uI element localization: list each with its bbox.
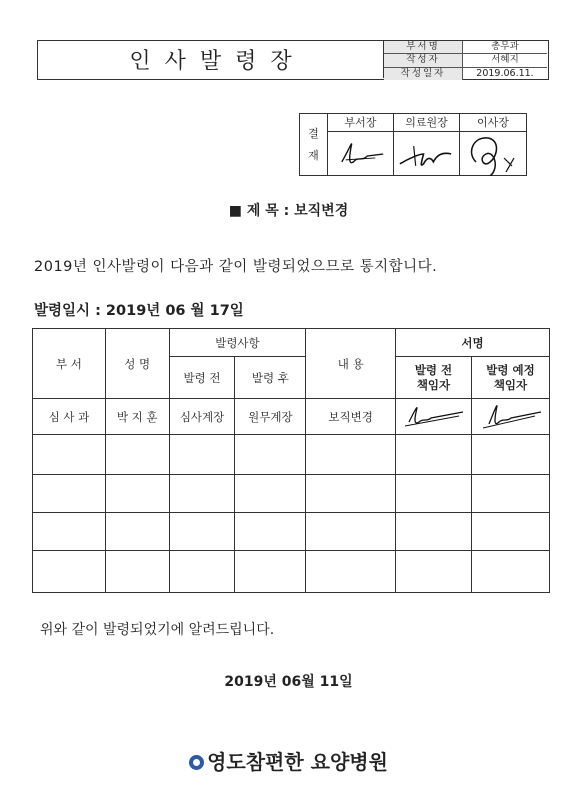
- header-name: 성 명: [105, 329, 169, 399]
- header-row-date: [384, 68, 547, 80]
- approval-label-bottom: 재: [308, 148, 319, 162]
- effective-date: 발령일시 : 2019년 06 월 17일: [34, 303, 244, 319]
- header-key: 부서명: [384, 41, 463, 53]
- signature-dept-head: [328, 132, 393, 176]
- cell-sign-before: [396, 399, 472, 435]
- organization-name: [0, 746, 577, 775]
- issue-date: 2019년 06월 11일: [224, 674, 353, 690]
- header-value: 2019.06.11.: [476, 67, 534, 79]
- header-info-grid: [384, 41, 547, 78]
- approval-col-header: 부서장: [328, 114, 393, 132]
- cell-dept: 심 사 과: [33, 399, 106, 435]
- subject-line: ■ 제 목 : 보직변경: [228, 203, 349, 219]
- notice-text: 2019년 인사발령이 다음과 같이 발령되었으므로 통지합니다.: [34, 259, 438, 275]
- header-sign-before: 발령 전 책임자: [396, 357, 472, 399]
- approval-col-dept-head: [328, 114, 394, 175]
- signature-before: [399, 400, 469, 430]
- header-sign-after: 발령 예정 책임자: [471, 357, 549, 399]
- header-value: 서혜지: [491, 54, 519, 66]
- header-after: 발령 후: [235, 357, 306, 399]
- closing-text: 위와 같이 발령되었기에 알려드립니다.: [40, 622, 275, 638]
- header-sign: 서명: [396, 329, 550, 357]
- table-row: [33, 435, 550, 475]
- document-title: 인사발령장: [38, 41, 384, 78]
- approval-box: [299, 113, 527, 176]
- approval-label: [300, 114, 328, 175]
- header-order: 발령사항: [169, 329, 306, 357]
- table-row: [33, 399, 550, 435]
- signature-director: [394, 132, 459, 176]
- table-row: [33, 475, 550, 513]
- header-dept: 부 서: [33, 329, 106, 399]
- table-row: [33, 551, 550, 593]
- header-before: 발령 전: [169, 357, 235, 399]
- cell-name: 박 지 훈: [105, 399, 169, 435]
- approval-col-chairman: [460, 114, 526, 175]
- signature-chairman: [460, 132, 526, 176]
- cell-after: 원무계장: [235, 399, 306, 435]
- header-row-author: [384, 54, 547, 67]
- hospital-logo-icon: [189, 755, 204, 770]
- header-key: 작성자: [384, 54, 463, 66]
- header-row-dept: [384, 41, 547, 54]
- header-key: 작성일자: [384, 68, 463, 80]
- appointment-table: [32, 328, 550, 593]
- organization-label: 영도참편한 요양병원: [207, 750, 388, 774]
- cell-content: 보직변경: [306, 399, 396, 435]
- approval-col-header: 이사장: [460, 114, 526, 132]
- document-header: [37, 40, 549, 80]
- header-content: 내 용: [306, 329, 396, 399]
- header-value: 총무과: [491, 41, 519, 52]
- approval-label-top: 결: [308, 126, 319, 140]
- cell-sign-after: [471, 399, 549, 435]
- approval-col-header: 의료원장: [394, 114, 459, 132]
- approval-col-director: [394, 114, 460, 175]
- table-row: [33, 513, 550, 551]
- cell-before: 심사계장: [169, 399, 235, 435]
- signature-after: [475, 400, 545, 430]
